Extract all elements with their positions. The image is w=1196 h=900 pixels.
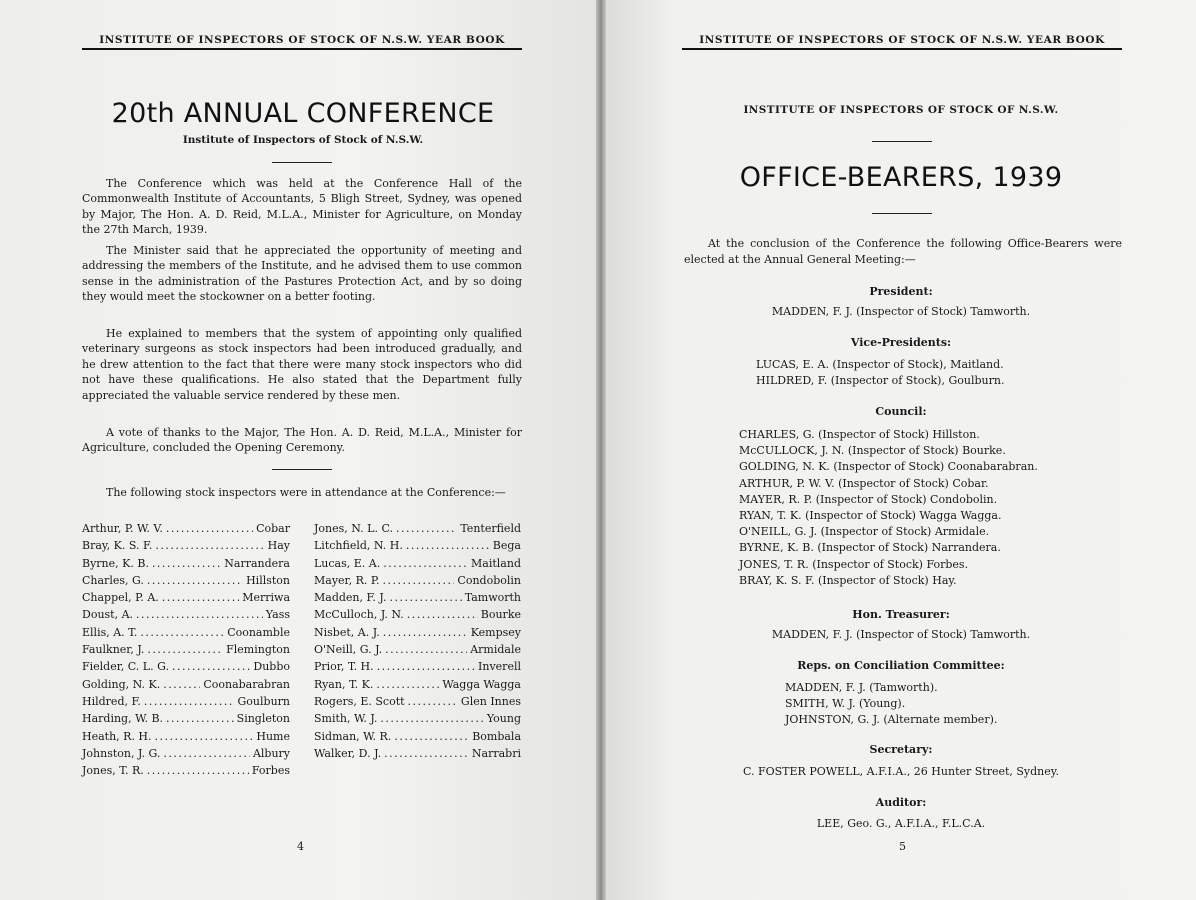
leader-dots bbox=[152, 555, 221, 572]
leader-dots bbox=[408, 693, 458, 710]
attendee-district: Hillston bbox=[246, 573, 290, 587]
council-entry: GOLDING, N. K. (Inspector of Stock) Coonabarabran. bbox=[739, 460, 1038, 474]
divider-rule bbox=[272, 162, 332, 163]
attendee-district: Yass bbox=[265, 608, 290, 622]
attendee-row bbox=[314, 555, 521, 572]
conciliation-entry: MADDEN, F. J. (Tamworth). bbox=[785, 681, 938, 694]
paragraph: The Minister said that he appreciated the opportunity of meeting and addressing the members of the Institute, and he advised them to use common sense in the administration of the Pastures Protection Act, and by so doing they would meet the stockowner on a better footing. bbox=[82, 244, 522, 304]
attendee-name: Golding, N. K. bbox=[82, 677, 161, 691]
right-page bbox=[606, 0, 1196, 900]
paragraph: A vote of thanks to the Major, The Hon. A. D. Reid, M.L.A., Minister for Agriculture, concluded the Opening Ceremony. bbox=[82, 426, 522, 455]
treasurer-entry: MADDEN, F. J. (Inspector of Stock) Tamworth. bbox=[771, 628, 1031, 641]
attendee-row bbox=[82, 728, 290, 745]
attendee-name: Walker, D. J. bbox=[314, 746, 382, 760]
attendee-row bbox=[314, 676, 521, 693]
conference-title: 20th ANNUAL CONFERENCE bbox=[111, 98, 495, 129]
leader-dots bbox=[166, 520, 253, 537]
attendee-row bbox=[314, 658, 521, 675]
attendee-row bbox=[82, 537, 290, 554]
council-entry: RYAN, T. K. (Inspector of Stock) Wagga Wagga. bbox=[739, 509, 1002, 523]
attendee-row bbox=[314, 693, 521, 710]
council-list bbox=[739, 427, 1038, 589]
office-bearers-intro: At the conclusion of the Conference the following Office-Bearers were elected at the Annual General Meeting:— bbox=[684, 237, 1122, 266]
conciliation-heading: Reps. on Conciliation Committee: bbox=[797, 659, 1005, 672]
treasurer-heading: Hon. Treasurer: bbox=[852, 608, 950, 621]
leader-dots bbox=[147, 762, 249, 779]
attendee-row bbox=[314, 606, 521, 623]
attendee-district: Bega bbox=[492, 539, 521, 553]
leader-dots bbox=[166, 710, 234, 727]
attendee-district: Armidale bbox=[470, 643, 521, 657]
attendee-district: Goulburn bbox=[237, 694, 290, 708]
vice-presidents-list bbox=[756, 357, 1004, 389]
attendee-name: Hildred, F. bbox=[82, 694, 141, 708]
attendee-row bbox=[314, 520, 521, 537]
vice-president-entry: HILDRED, F. (Inspector of Stock), Goulburn. bbox=[756, 374, 1005, 388]
attendee-name: Chappel, P. A. bbox=[82, 591, 159, 605]
attendee-row bbox=[314, 572, 521, 589]
attendee-name: Litchfield, N. H. bbox=[314, 539, 403, 553]
attendee-list-col2 bbox=[314, 520, 521, 762]
attendee-row bbox=[82, 762, 290, 779]
attendee-row bbox=[82, 710, 290, 727]
leader-dots bbox=[163, 676, 200, 693]
attendee-row bbox=[314, 710, 521, 727]
attendee-name: O'Neill, G. J. bbox=[314, 643, 383, 657]
attendee-district: Inverell bbox=[478, 660, 521, 674]
attendee-district: Hume bbox=[256, 729, 290, 743]
leader-dots bbox=[384, 745, 469, 762]
leader-dots bbox=[407, 606, 478, 623]
running-head: INSTITUTE OF INSPECTORS OF STOCK OF N.S.W. YEAR BOOK bbox=[682, 34, 1122, 50]
attendee-row bbox=[82, 520, 290, 537]
leader-dots bbox=[162, 589, 239, 606]
running-head: INSTITUTE OF INSPECTORS OF STOCK OF N.S.W. YEAR BOOK bbox=[82, 34, 522, 50]
paragraph: The Conference which was held at the Conference Hall of the Commonwealth Institute of Accountants, 5 Bligh Street, Sydney, was opened by Major, The Hon. A. D. Reid, M.L.A., Minister for Agriculture, on Monday the 27th March, 1939. bbox=[82, 177, 522, 237]
attendee-row bbox=[82, 606, 290, 623]
council-entry: MAYER, R. P. (Inspector of Stock) Condobolin. bbox=[739, 492, 998, 506]
attendee-name: Byrne, K. B. bbox=[82, 556, 149, 570]
attendee-district: Coonamble bbox=[227, 625, 290, 639]
attendee-name: Nisbet, A. J. bbox=[314, 625, 380, 639]
attendee-name: Faulkner, J. bbox=[82, 643, 145, 657]
attendee-district: Narrandera bbox=[224, 556, 290, 570]
attendee-name: Heath, R. H. bbox=[82, 729, 152, 743]
council-entry: JONES, T. R. (Inspector of Stock) Forbes. bbox=[739, 557, 969, 571]
leader-dots bbox=[385, 641, 467, 658]
attendee-row bbox=[314, 641, 521, 658]
attendee-row bbox=[82, 658, 290, 675]
attendee-name: Prior, T. H. bbox=[314, 660, 374, 674]
attendee-row bbox=[314, 537, 521, 554]
attendee-district: Glen Innes bbox=[460, 694, 521, 708]
page-number: 5 bbox=[899, 840, 906, 853]
attendee-name: Bray, K. S. F. bbox=[82, 539, 153, 553]
office-bearers-title: OFFICE-BEARERS, 1939 bbox=[739, 162, 1063, 193]
left-page bbox=[0, 0, 596, 900]
divider-rule bbox=[872, 141, 932, 142]
leader-dots bbox=[136, 606, 263, 623]
attendee-district: Young bbox=[486, 712, 521, 726]
leader-dots bbox=[155, 728, 254, 745]
conference-subtitle: Institute of Inspectors of Stock of N.S.W. bbox=[182, 134, 424, 146]
attendee-list-col1 bbox=[82, 520, 290, 779]
attendee-district: Singleton bbox=[236, 712, 290, 726]
page-number: 4 bbox=[297, 840, 304, 853]
attendee-district: Bourke bbox=[480, 608, 521, 622]
leader-dots bbox=[394, 728, 469, 745]
attendee-district: Kempsey bbox=[470, 625, 521, 639]
leader-dots bbox=[376, 676, 439, 693]
attendee-name: Ryan, T. K. bbox=[314, 677, 374, 691]
attendee-name: Rogers, E. Scott bbox=[314, 694, 405, 708]
attendee-district: Coonabarabran bbox=[203, 677, 290, 691]
paragraph: He explained to members that the system of appointing only qualified veterinary surgeons as stock inspectors had been introduced gradually, and he drew attention to the fact that there were many stock inspectors who did not have these qualifications. He also stated that the Department fully appreciated the valuable service rendered by these men. bbox=[82, 327, 522, 402]
attendee-name: Ellis, A. T. bbox=[82, 625, 138, 639]
attendee-district: Narrabri bbox=[471, 746, 521, 760]
divider-rule bbox=[872, 213, 932, 214]
attendee-district: Cobar bbox=[256, 522, 290, 535]
attendee-name: Fielder, C. L. G. bbox=[82, 660, 169, 674]
leader-dots bbox=[377, 658, 475, 675]
president-heading: President: bbox=[869, 285, 933, 298]
attendee-name: Johnston, J. G. bbox=[82, 746, 161, 760]
attendee-name: Doust, A. bbox=[82, 608, 134, 622]
attendee-name: Mayer, R. P. bbox=[314, 573, 380, 587]
secretary-heading: Secretary: bbox=[869, 743, 933, 756]
attendee-row bbox=[82, 641, 290, 658]
council-entry: McCULLOCK, J. N. (Inspector of Stock) Bourke. bbox=[739, 444, 1006, 458]
attendee-name: Jones, T. R. bbox=[82, 764, 144, 778]
council-entry: BYRNE, K. B. (Inspector of Stock) Narrandera. bbox=[739, 541, 1001, 555]
council-entry: ARTHUR, P. W. V. (Inspector of Stock) Cobar. bbox=[739, 476, 989, 490]
leader-dots bbox=[140, 624, 224, 641]
divider-rule bbox=[272, 469, 332, 470]
leader-dots bbox=[383, 624, 468, 641]
attendee-row bbox=[314, 624, 521, 641]
attendee-name: Jones, N. L. C. bbox=[314, 522, 393, 535]
attendee-district: Condobolin bbox=[457, 573, 521, 587]
conciliation-entry: JOHNSTON, G. J. (Alternate member). bbox=[785, 713, 998, 727]
leader-dots bbox=[172, 658, 250, 675]
attendee-district: Maitland bbox=[471, 556, 521, 570]
leader-dots bbox=[163, 745, 250, 762]
attendee-row bbox=[314, 589, 521, 606]
auditor-entry: LEE, Geo. G., A.F.I.A., F.L.C.A. bbox=[816, 817, 986, 830]
council-entry: BRAY, K. S. F. (Inspector of Stock) Hay. bbox=[739, 573, 957, 587]
attendee-name: Sidman, W. R. bbox=[314, 729, 392, 743]
attendee-name: Smith, W. J. bbox=[314, 712, 378, 726]
attendee-row bbox=[82, 589, 290, 606]
attendee-district: Tamworth bbox=[464, 591, 521, 605]
institute-heading: INSTITUTE OF INSPECTORS OF STOCK OF N.S.W. bbox=[743, 104, 1059, 116]
attendee-district: Bombala bbox=[472, 729, 521, 743]
auditor-heading: Auditor: bbox=[875, 796, 927, 809]
vice-president-entry: LUCAS, E. A. (Inspector of Stock), Maitland. bbox=[756, 358, 1004, 371]
attendee-district: Forbes bbox=[251, 764, 290, 778]
book-gutter bbox=[596, 0, 606, 900]
leader-dots bbox=[396, 520, 457, 537]
attendee-name: McCulloch, J. N. bbox=[314, 608, 404, 622]
attendee-district: Hay bbox=[267, 539, 290, 553]
attendee-name: Arthur, P. W. V. bbox=[82, 522, 163, 535]
vice-presidents-heading: Vice-Presidents: bbox=[850, 336, 952, 349]
leader-dots bbox=[389, 589, 461, 606]
attendee-name: Harding, W. B. bbox=[82, 712, 164, 726]
leader-dots bbox=[147, 641, 223, 658]
attendee-row bbox=[82, 676, 290, 693]
attendee-name: Madden, F. J. bbox=[314, 591, 387, 605]
council-entry: CHARLES, G. (Inspector of Stock) Hillston. bbox=[739, 428, 980, 441]
conciliation-entry: SMITH, W. J. (Young). bbox=[785, 697, 906, 711]
attendee-row bbox=[314, 728, 521, 745]
attendance-intro: The following stock inspectors were in attendance at the Conference:— bbox=[106, 486, 506, 499]
attendee-row bbox=[82, 624, 290, 641]
attendee-district: Merriwa bbox=[242, 591, 290, 605]
attendee-district: Albury bbox=[252, 746, 290, 760]
leader-dots bbox=[144, 693, 235, 710]
attendee-row bbox=[314, 745, 521, 762]
council-entry: O'NEILL, G. J. (Inspector of Stock) Armidale. bbox=[739, 525, 990, 539]
council-heading: Council: bbox=[875, 405, 927, 418]
attendee-district: Wagga Wagga bbox=[442, 677, 521, 691]
attendee-district: Flemington bbox=[226, 643, 290, 657]
attendee-row bbox=[82, 572, 290, 589]
conciliation-list bbox=[785, 680, 997, 729]
leader-dots bbox=[383, 555, 468, 572]
secretary-entry: C. FOSTER POWELL, A.F.I.A., 26 Hunter Street, Sydney. bbox=[742, 765, 1060, 778]
attendee-row bbox=[82, 745, 290, 762]
attendee-row bbox=[82, 693, 290, 710]
attendee-row bbox=[82, 555, 290, 572]
leader-dots bbox=[380, 710, 483, 727]
attendee-district: Tenterfield bbox=[460, 522, 521, 535]
leader-dots bbox=[147, 572, 243, 589]
attendee-name: Lucas, E. A. bbox=[314, 556, 381, 570]
leader-dots bbox=[155, 537, 264, 554]
attendee-district: Dubbo bbox=[253, 660, 290, 674]
president-entry: MADDEN, F. J. (Inspector of Stock) Tamworth. bbox=[771, 305, 1031, 318]
leader-dots bbox=[406, 537, 490, 554]
attendee-name: Charles, G. bbox=[82, 573, 144, 587]
leader-dots bbox=[383, 572, 455, 589]
